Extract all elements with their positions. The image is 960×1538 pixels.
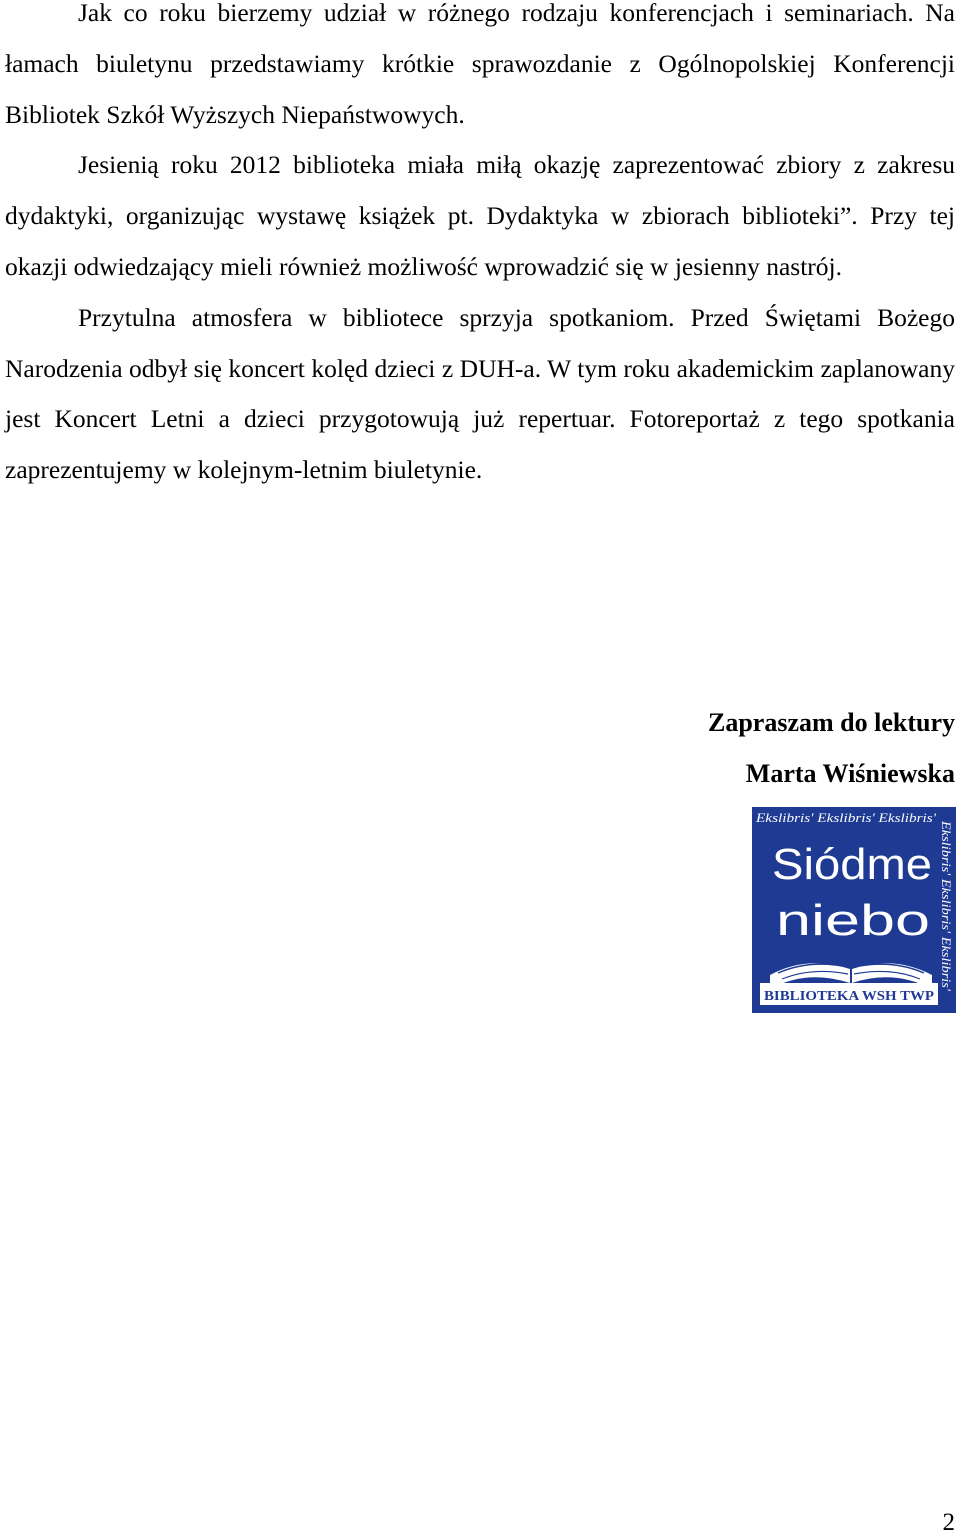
signature-block (708, 697, 955, 799)
paragraph-concert: Przytulna atmosfera w bibliotece sprzyja spotkaniom. Przed Świętami Bożego Narodzenia odbył się koncert kolęd dzieci z DUH-a. W tym roku akademickim zaplanowany jest Koncert Letni a dzieci przygotowują już repertuar. Fotoreportaż z tego spotkania zaprezentujemy w kolejnym-letnim biuletynie. (5, 302, 955, 485)
logo-border-text-side: Ekslibris' Ekslibris' Ekslibris' (939, 821, 954, 991)
logo-caption: BIBLIOTEKA WSH TWP (764, 989, 935, 1004)
logo-title-niebo: niebo (776, 896, 930, 945)
paragraph-conferences: Jak co roku bierzemy udział w różnego rodzaju konferencjach i seminariach. Na łamach biuletynu przedstawiamy krótkie sprawozdanie z Ogólnopolskiej Konferencji Bibliotek Szkół Wyższych Niepaństwowych. (5, 0, 955, 129)
page-number: 2 (942, 1509, 955, 1536)
paragraph-exhibition: Jesienią roku 2012 biblioteka miała miłą okazję zaprezentować zbiory z zakresu dydaktyki, organizując wystawę książek pt. Dydaktyka w zbiorach biblioteki”. Przy tej okazji odwiedzający mieli również możliwość wprowadzić się w jesienny nastrój. (5, 150, 955, 281)
logo-border-text-top: Ekslibris ' Ekslibris ' Ekslibris ' (756, 810, 936, 825)
logo-title-siodme: Siódme (772, 840, 932, 889)
author-name: Marta Wiśniewska (745, 759, 955, 788)
closing-line: Zapraszam do lektury (708, 708, 955, 737)
article-body (5, 0, 955, 496)
library-logo (752, 807, 956, 1013)
